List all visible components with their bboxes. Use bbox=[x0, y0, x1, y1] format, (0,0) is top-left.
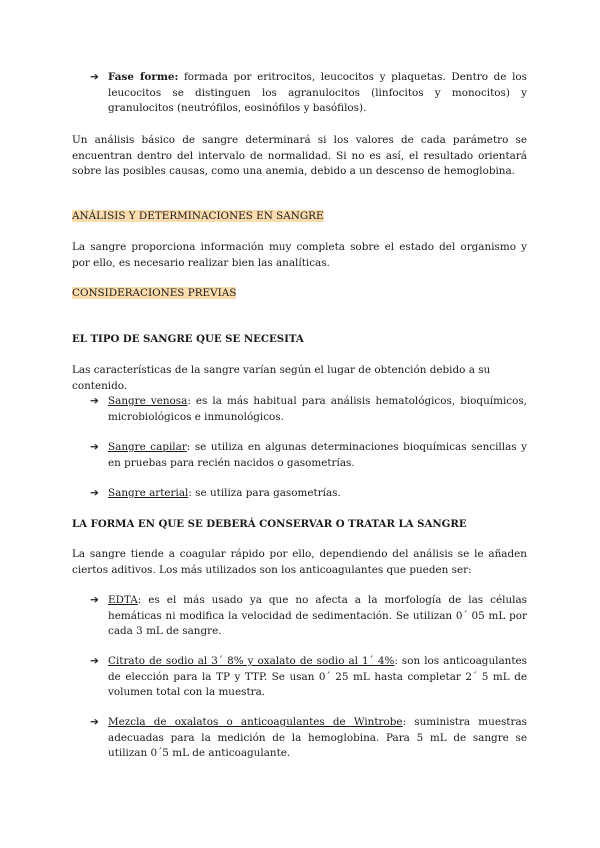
heading-forma-conservar: LA FORMA EN QUE SE DEBERÁ CONSERVAR O TRATAR LA SANGRE bbox=[72, 518, 467, 530]
bullet-term: Sangre capilar bbox=[108, 441, 187, 453]
arrow-icon: ➔ bbox=[90, 441, 99, 453]
bullet-text: : suministra muestras adecuadas para la medición de la hemoglobina. Para 5 mL de sangre se utilizan 0´5 mL de anticoagulante. bbox=[108, 716, 527, 759]
heading-tipo-sangre: EL TIPO DE SANGRE QUE SE NECESITA bbox=[72, 333, 304, 345]
bullet-text: : se utiliza en algunas determinaciones bioquímicas sencillas y en pruebas para recién nacidos o gasometrías. bbox=[108, 441, 527, 469]
paragraph-sangre: La sangre proporciona información muy completa sobre el estado del organismo y por ello, es necesario realizar bien las analíticas. bbox=[72, 241, 527, 269]
bullet-wintrobe bbox=[90, 715, 527, 762]
bullet-fase-forme bbox=[90, 70, 527, 117]
highlighted-heading: ANÁLISIS Y DETERMINACIONES EN SANGRE bbox=[72, 210, 324, 222]
bullet-sangre-capilar bbox=[90, 440, 527, 471]
bullet-term: EDTA bbox=[108, 594, 138, 606]
bullet-text: formada por eritrocitos, leucocitos y plaquetas. Dentro de los leucocitos se distinguen los agranulocitos (linfocitos y monocitos) y granulocitos (neutrófilos, eosinófilos y basófilos). bbox=[108, 71, 528, 114]
bullet-text: : es la más habitual para análisis hematológicos, bioquímicos, microbiológicos e inmunológicos. bbox=[108, 395, 527, 423]
paragraph-caracteristicas: Las características de la sangre varían según el lugar de obtención debido a su contenido. bbox=[72, 364, 491, 392]
arrow-icon: ➔ bbox=[90, 487, 99, 499]
bullet-text: : se utiliza para gasometrías. bbox=[188, 487, 341, 499]
arrow-icon: ➔ bbox=[90, 71, 99, 83]
bullet-term: Sangre arterial bbox=[108, 487, 189, 499]
bullet-term: Citrato de sodio al 3´ 8% y oxalato de sodio al 1´ 4% bbox=[108, 655, 395, 667]
highlighted-heading: CONSIDERACIONES PREVIAS bbox=[72, 287, 237, 299]
bullet-text: : es el más usado ya que no afecta a la morfología de las células hemáticas ni modifica la velocidad de sedimentación. Se utilizan 0´ 05 mL por cada 3 mL de sangre. bbox=[108, 594, 527, 637]
bullet-term: Sangre venosa bbox=[108, 395, 188, 407]
bullet-sangre-venosa bbox=[90, 394, 527, 425]
paragraph-analisis: Un análisis básico de sangre determinará si los valores de cada parámetro se encuentran dentro del intervalo de normalidad. Si no es así, el resultado orientará sobre las posibles causas, como una anemia, debido a un descenso de hemoglobina. bbox=[72, 134, 527, 177]
arrow-icon: ➔ bbox=[90, 655, 99, 667]
section-heading-consideraciones bbox=[72, 286, 527, 302]
bullet-citrato bbox=[90, 654, 527, 701]
bullet-term: Fase forme: bbox=[108, 71, 179, 83]
section-heading-analisis bbox=[72, 209, 527, 225]
bullet-sangre-arterial bbox=[90, 486, 527, 502]
paragraph-coagular: La sangre tiende a coagular rápido por ello, dependiendo del análisis se le añaden ciertos aditivos. Los más utilizados son los anticoagulantes que pueden ser: bbox=[72, 548, 527, 576]
arrow-icon: ➔ bbox=[90, 716, 99, 728]
bullet-term: Mezcla de oxalatos o anticoagulantes de Wintrobe bbox=[108, 716, 403, 728]
arrow-icon: ➔ bbox=[90, 594, 99, 606]
arrow-icon: ➔ bbox=[90, 395, 99, 407]
bullet-text: : son los anticoagulantes de elección para la TP y TTP. Se usan 0´ 25 mL hasta completar 2´ 5 mL de volumen total con la muestra. bbox=[108, 655, 527, 698]
bullet-edta bbox=[90, 593, 527, 640]
